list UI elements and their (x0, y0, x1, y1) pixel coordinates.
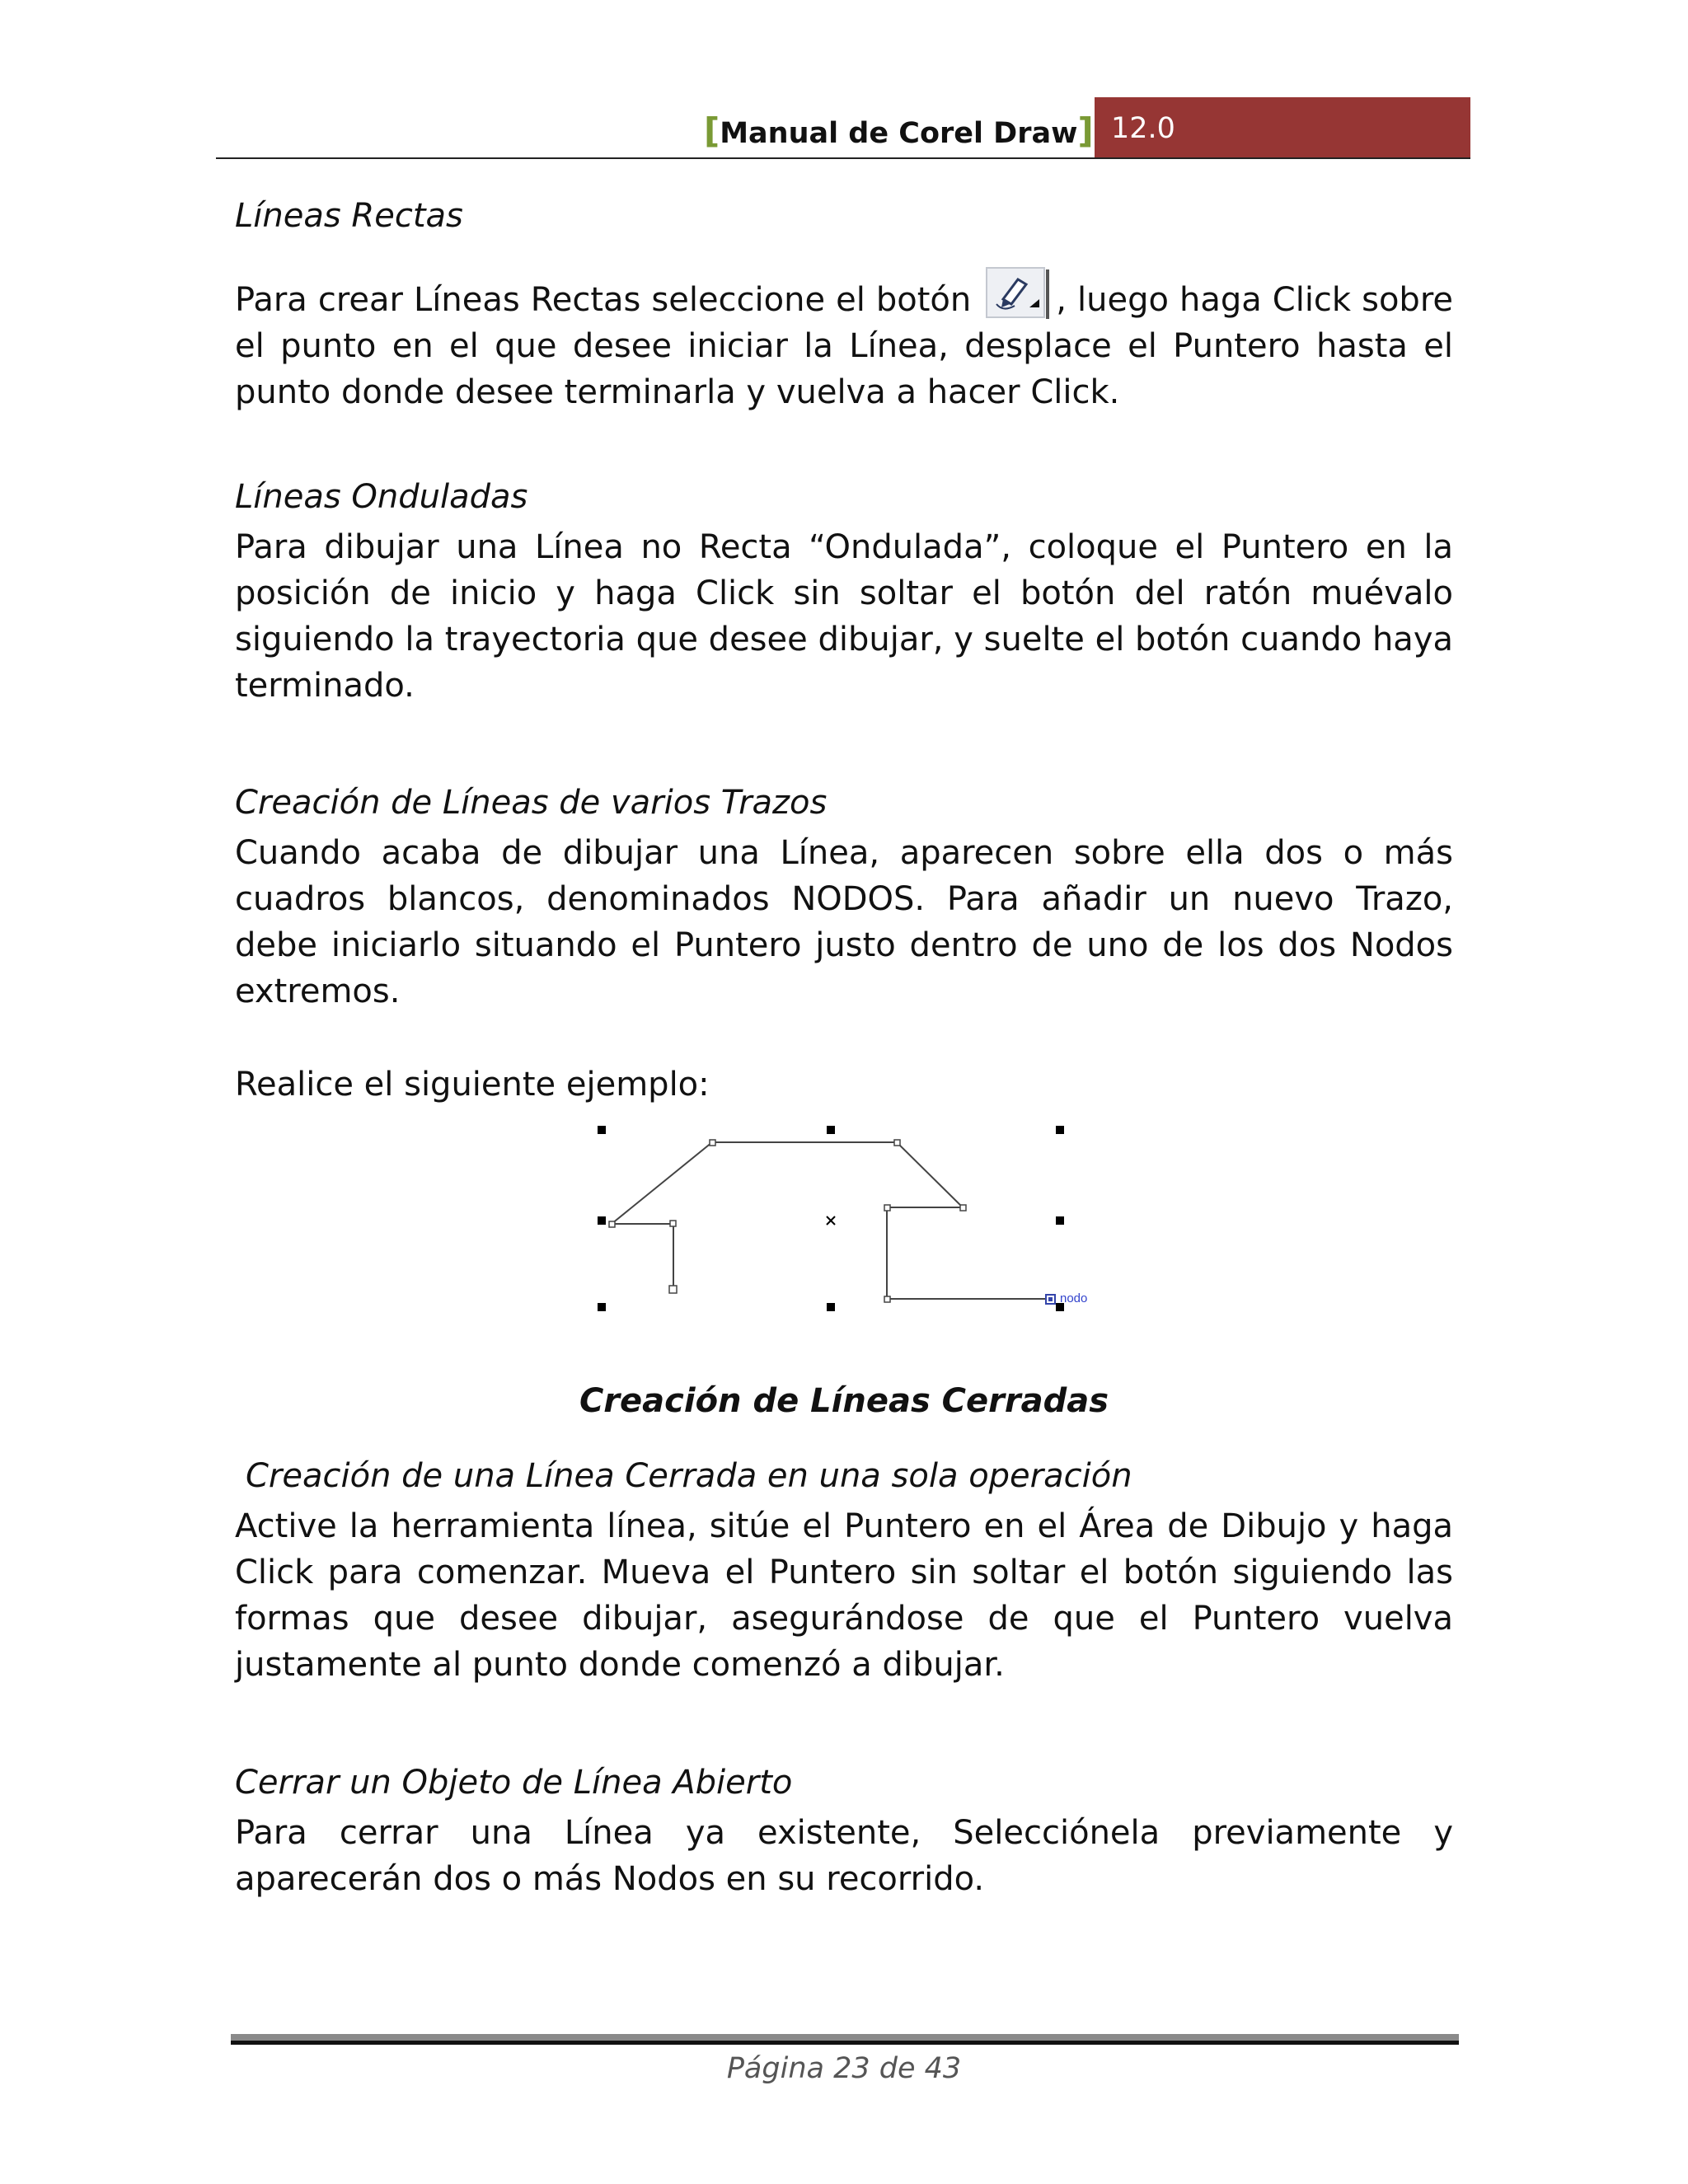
center-mark (827, 1216, 835, 1225)
freehand-tool-icon (985, 266, 1053, 321)
header-version: 12.0 (1111, 111, 1175, 145)
node-label: nodo (1060, 1291, 1088, 1305)
section-heading-lineas-rectas: Líneas Rectas (235, 197, 463, 235)
subsection-body-cerrar-objeto: Para cerrar una Línea ya existente, Selecciónela previamente y aparecerán dos o más Nodos en su recorrido. (235, 1814, 1453, 1898)
section-heading-lineas-onduladas: Líneas Onduladas (235, 478, 528, 516)
header-bracket-close: ] (1077, 110, 1094, 151)
subsection-heading-cerrar-objeto: Cerrar un Objeto de Línea Abierto (235, 1764, 793, 1802)
path-nodes (609, 1140, 966, 1302)
body-after-icon: , luego haga Click sobre el punto en el que desee iniciar la Línea, desplace el Puntero hasta el punto donde desee terminarla y vuelva a hacer Click. (235, 281, 1453, 411)
section-body-lineas-rectas (235, 266, 1453, 415)
subsection-heading-linea-cerrada: Creación de una Línea Cerrada en una sola operación (246, 1457, 1132, 1495)
example-figure (577, 1113, 1121, 1331)
section-heading-varios-trazos: Creación de Líneas de varios Trazos (235, 784, 828, 822)
section-body-varios-trazos: Cuando acaba de dibujar una Línea, aparecen sobre ella dos o más cuadros blancos, denominados NODOS. Para añadir un nuevo Trazo, debe iniciarlo situando el Puntero justo dentro de uno de los dos Nodos extremos. (235, 834, 1453, 1010)
footer-rule-dark (231, 2041, 1459, 2045)
page-number: Página 23 de 43 (726, 2052, 962, 2085)
header-title-text: Manual de Corel Draw (720, 117, 1078, 150)
section-body-lineas-onduladas: Para dibujar una Línea no Recta “Ondulada”, coloque el Puntero en la posición de inicio y haga Click sin soltar el botón del ratón muévalo siguiendo la trayectoria que desee dibujar, y suelte el botón cuando haya terminado. (235, 528, 1453, 705)
subsection-body-linea-cerrada: Active la herramienta línea, sitúe el Puntero en el Área de Dibujo y haga Click para comenzar. Mueva el Puntero sin soltar el botón siguiendo las formas que desee dibujar, asegurándose de que el Puntero vuelva justamente al punto donde comenzó a dibujar. (235, 1507, 1453, 1684)
example-figure-svg (577, 1113, 1121, 1331)
footer-rule-light (231, 2034, 1459, 2041)
selection-handles (598, 1126, 1064, 1311)
header-bracket-open: [ (704, 110, 720, 151)
header-version-box (1095, 97, 1470, 159)
example-intro: Realice el siguiente ejemplo: (235, 1066, 710, 1104)
header-rule (216, 157, 1470, 159)
body-before-icon: Para crear Líneas Rectas seleccione el botón (235, 281, 972, 319)
header-title (704, 110, 1094, 151)
closed-lines-title: Creación de Líneas Cerradas (579, 1382, 1109, 1420)
